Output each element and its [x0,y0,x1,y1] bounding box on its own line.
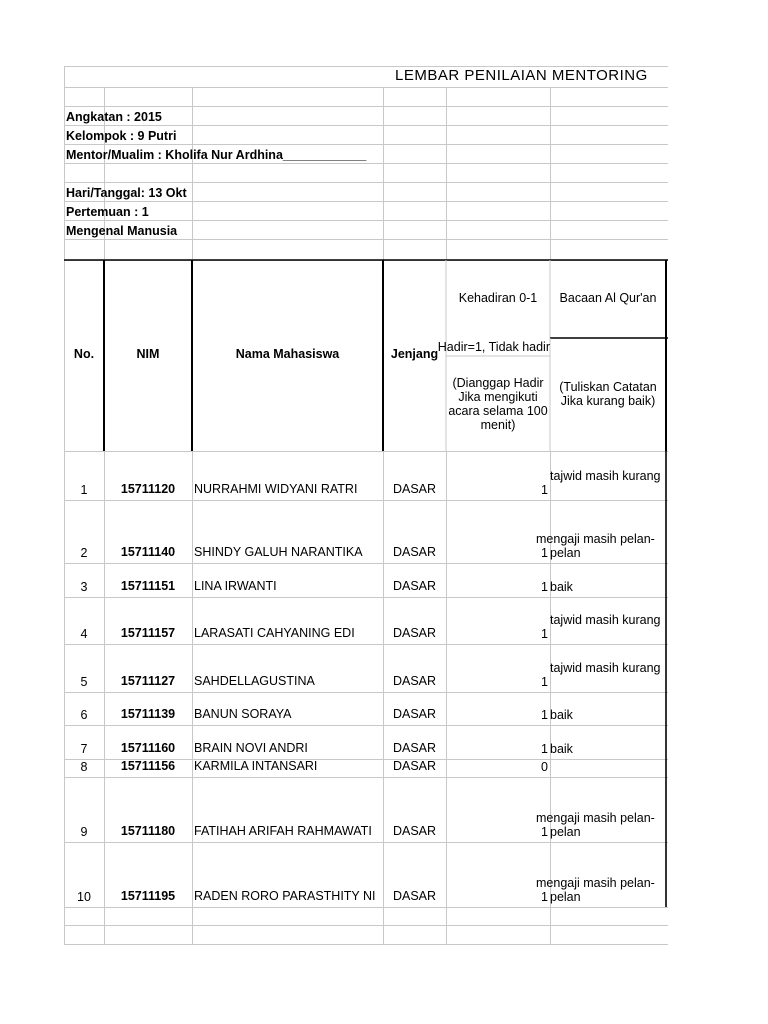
row-bacaan[interactable]: baik [550,708,573,722]
row-bacaan[interactable]: baik [550,742,573,756]
row-jenjang[interactable]: DASAR [392,626,437,640]
row-kehadiran[interactable]: 1 [541,708,548,722]
row-bacaan[interactable]: mengaji masih pelan-pelan [536,811,655,839]
row-kehadiran[interactable]: 0 [541,760,548,774]
row-jenjang[interactable]: DASAR [392,759,437,773]
row-no[interactable]: 7 [80,742,88,756]
row-jenjang[interactable]: DASAR [392,741,437,755]
row-no[interactable]: 9 [80,825,88,839]
row-nama[interactable]: SHINDY GALUH NARANTIKA [194,545,363,559]
row-kehadiran[interactable]: 1 [541,742,548,756]
row-nim[interactable]: 15711140 [120,545,176,559]
row-bacaan[interactable]: tajwid masih kurang [550,469,661,483]
row-nama[interactable]: SAHDELLAGUSTINA [194,674,315,688]
row-nama[interactable]: LARASATI CAHYANING EDI [194,626,355,640]
row-kehadiran[interactable]: 1 [541,627,548,641]
row-kehadiran[interactable]: 1 [541,890,548,904]
header-nama[interactable]: Nama Mahasiswa [235,347,340,361]
sheet-title[interactable]: LEMBAR PENILAIAN MENTORING [395,67,648,84]
row-no[interactable]: 2 [80,546,88,560]
row-nama[interactable]: LINA IRWANTI [194,579,277,593]
header-kehadiran[interactable]: Kehadiran 0-1 [458,291,538,305]
row-nim[interactable]: 15711160 [120,741,176,755]
header-nim[interactable]: NIM [136,347,160,361]
header-bacaan-desc[interactable]: (Tuliskan Catatan Jika kurang baik) [559,380,657,408]
row-no[interactable]: 10 [77,890,91,904]
row-jenjang[interactable]: DASAR [392,579,437,593]
row-kehadiran[interactable]: 1 [541,825,548,839]
pertemuan-cell[interactable]: Pertemuan : 1 [66,205,149,219]
row-nama[interactable]: FATIHAH ARIFAH RAHMAWATI [194,824,372,838]
row-nama[interactable]: NURRAHMI WIDYANI RATRI [194,482,358,496]
row-no[interactable]: 5 [80,675,88,689]
row-nama[interactable]: BRAIN NOVI ANDRI [194,741,308,755]
row-jenjang[interactable]: DASAR [392,824,437,838]
header-kehadiran-note[interactable]: Hadir=1, Tidak hadir [437,340,550,354]
row-kehadiran[interactable]: 1 [541,675,548,689]
row-jenjang[interactable]: DASAR [392,545,437,559]
header-kehadiran-desc[interactable]: (Dianggap Hadir Jika mengikuti acara selama 100 menit) [448,376,548,432]
row-no[interactable]: 6 [80,708,88,722]
row-jenjang[interactable]: DASAR [392,674,437,688]
row-kehadiran[interactable]: 1 [541,546,548,560]
row-nim[interactable]: 15711180 [120,824,176,838]
row-nim[interactable]: 15711120 [120,482,176,496]
kelompok-cell[interactable]: Kelompok : 9 Putri [66,129,177,143]
row-nim[interactable]: 15711127 [120,674,176,688]
spreadsheet [64,66,668,944]
row-no[interactable]: 4 [80,627,88,641]
row-nim[interactable]: 15711139 [120,707,176,721]
row-jenjang[interactable]: DASAR [392,482,437,496]
row-jenjang[interactable]: DASAR [392,889,437,903]
row-nama[interactable]: BANUN SORAYA [194,707,292,721]
row-no[interactable]: 3 [80,580,88,594]
row-nim[interactable]: 15711195 [120,889,176,903]
row-no[interactable]: 1 [80,483,88,497]
tanggal-cell[interactable]: Hari/Tanggal: 13 Okt [66,186,187,200]
materi-cell[interactable]: Mengenal Manusia [66,224,178,238]
row-no[interactable]: 8 [80,760,88,774]
header-jenjang[interactable]: Jenjang [390,347,439,361]
row-nama[interactable]: RADEN RORO PARASTHITY NI [194,889,376,903]
row-bacaan[interactable]: baik [550,580,573,594]
row-nim[interactable]: 15711151 [120,579,176,593]
row-bacaan[interactable]: mengaji masih pelan-pelan [536,532,655,560]
row-kehadiran[interactable]: 1 [541,483,548,497]
row-nim[interactable]: 15711157 [120,626,176,640]
mentor-cell[interactable]: Mentor/Mualim : Kholifa Nur Ardhina____________ [66,148,367,162]
row-bacaan[interactable]: tajwid masih kurang [550,613,661,627]
row-nama[interactable]: KARMILA INTANSARI [194,759,318,773]
row-jenjang[interactable]: DASAR [392,707,437,721]
angkatan-cell[interactable]: Angkatan : 2015 [66,110,162,124]
row-bacaan[interactable]: mengaji masih pelan-pelan [536,876,655,904]
header-bacaan[interactable]: Bacaan Al Qur'an [559,291,657,305]
row-nim[interactable]: 15711156 [120,759,176,773]
row-kehadiran[interactable]: 1 [541,580,548,594]
header-no[interactable]: No. [73,347,95,361]
row-bacaan[interactable]: tajwid masih kurang [550,661,661,675]
